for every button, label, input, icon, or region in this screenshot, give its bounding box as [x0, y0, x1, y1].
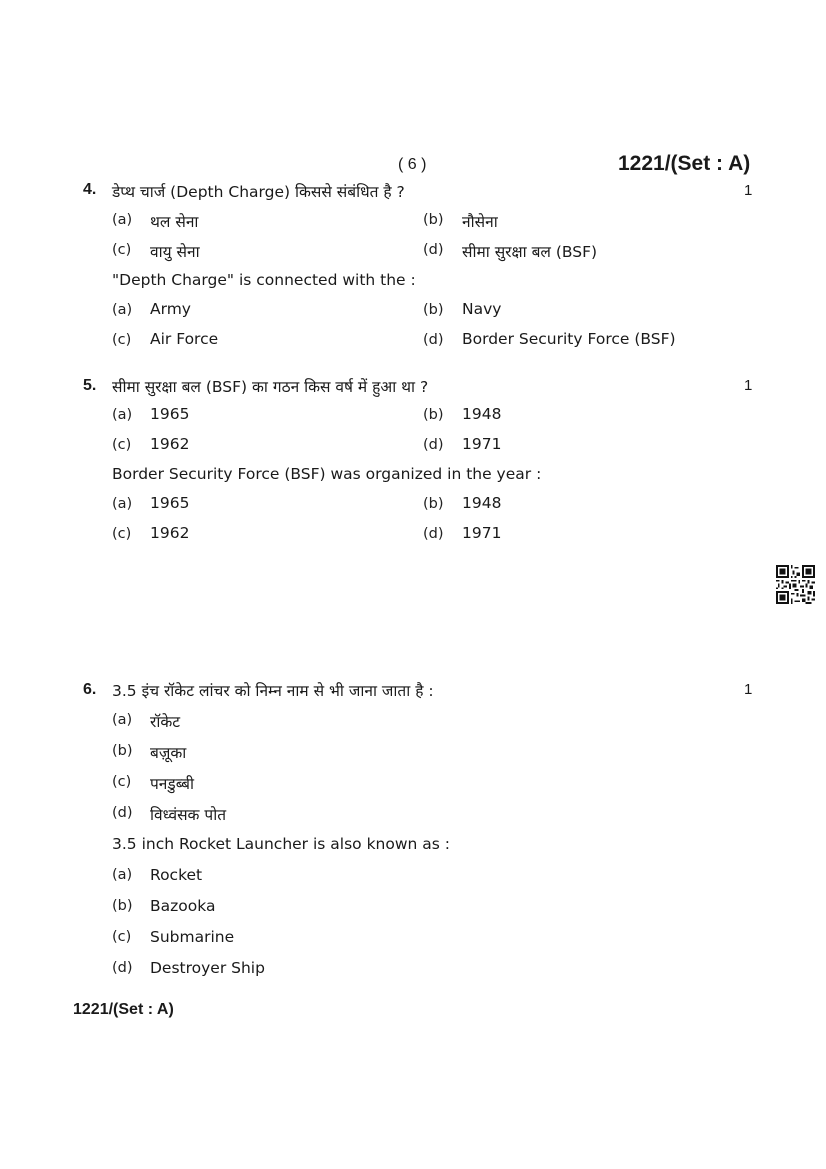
option-key: (c) — [112, 526, 132, 542]
question-marks: 1 — [744, 377, 753, 394]
question-number: 6. — [83, 681, 97, 698]
set-code-footer: 1221/(Set : A) — [73, 1001, 174, 1018]
option-key: (d) — [423, 242, 444, 258]
option-text: Bazooka — [150, 897, 216, 915]
option-text: Border Security Force (BSF) — [462, 330, 676, 348]
option-text: 1965 — [150, 494, 190, 512]
option-key: (c) — [112, 332, 132, 348]
question-text-english: "Depth Charge" is connected with the : — [112, 271, 416, 289]
option-text: Army — [150, 300, 191, 318]
set-code-header: 1221/(Set : A) — [618, 152, 751, 175]
option-text: 1948 — [462, 494, 502, 512]
option-key: (a) — [112, 407, 133, 423]
option-key: (c) — [112, 437, 132, 453]
option-text: Air Force — [150, 330, 219, 348]
option-key: (a) — [112, 302, 133, 318]
option-text: 1962 — [150, 435, 190, 453]
option-text: रॉकेट — [150, 713, 181, 731]
option-key: (d) — [423, 437, 444, 453]
question-text-hindi: सीमा सुरक्षा बल (BSF) का गठन किस वर्ष में हुआ था ? — [112, 378, 429, 396]
option-key: (b) — [112, 898, 133, 914]
qr-code-icon — [776, 565, 815, 604]
question-marks: 1 — [744, 182, 753, 199]
option-text: Submarine — [150, 928, 235, 946]
option-key: (d) — [112, 805, 133, 821]
option-key: (d) — [423, 332, 444, 348]
option-text: Destroyer Ship — [150, 959, 265, 977]
option-key: (a) — [112, 712, 133, 728]
option-key: (b) — [423, 302, 444, 318]
option-key: (c) — [112, 774, 132, 790]
question-text-english: 3.5 inch Rocket Launcher is also known as : — [112, 835, 451, 853]
question-number: 4. — [83, 181, 97, 198]
option-text: पनडुब्बी — [150, 775, 195, 793]
option-key: (a) — [112, 212, 133, 228]
question-marks: 1 — [744, 681, 753, 698]
option-text: बज़ूका — [150, 744, 187, 762]
option-text: 1971 — [462, 435, 502, 453]
option-key: (d) — [423, 526, 444, 542]
question-text-english: Border Security Force (BSF) was organized in the year : — [112, 465, 542, 483]
option-text: नौसेना — [462, 213, 498, 231]
option-key: (a) — [112, 496, 133, 512]
option-key: (b) — [423, 496, 444, 512]
option-text: 1965 — [150, 405, 190, 423]
option-text: Navy — [462, 300, 502, 318]
option-key: (d) — [112, 960, 133, 976]
option-key: (a) — [112, 867, 133, 883]
option-key: (c) — [112, 242, 132, 258]
option-text: सीमा सुरक्षा बल (BSF) — [462, 243, 598, 261]
option-text: विध्वंसक पोत — [150, 806, 227, 824]
option-text: 1971 — [462, 524, 502, 542]
option-key: (c) — [112, 929, 132, 945]
option-key: (b) — [423, 212, 444, 228]
option-text: Rocket — [150, 866, 203, 884]
page-number: ( 6 ) — [398, 156, 427, 173]
option-text: 1948 — [462, 405, 502, 423]
option-text: वायु सेना — [150, 243, 200, 261]
option-key: (b) — [423, 407, 444, 423]
option-key: (b) — [112, 743, 133, 759]
option-text: 1962 — [150, 524, 190, 542]
option-text: थल सेना — [150, 213, 199, 231]
question-number: 5. — [83, 377, 97, 394]
question-text-hindi: 3.5 इंच रॉकेट लांचर को निम्न नाम से भी जाना जाता है : — [112, 682, 434, 700]
question-text-hindi: डेप्थ चार्ज (Depth Charge) किससे संबंधित है ? — [112, 183, 405, 201]
